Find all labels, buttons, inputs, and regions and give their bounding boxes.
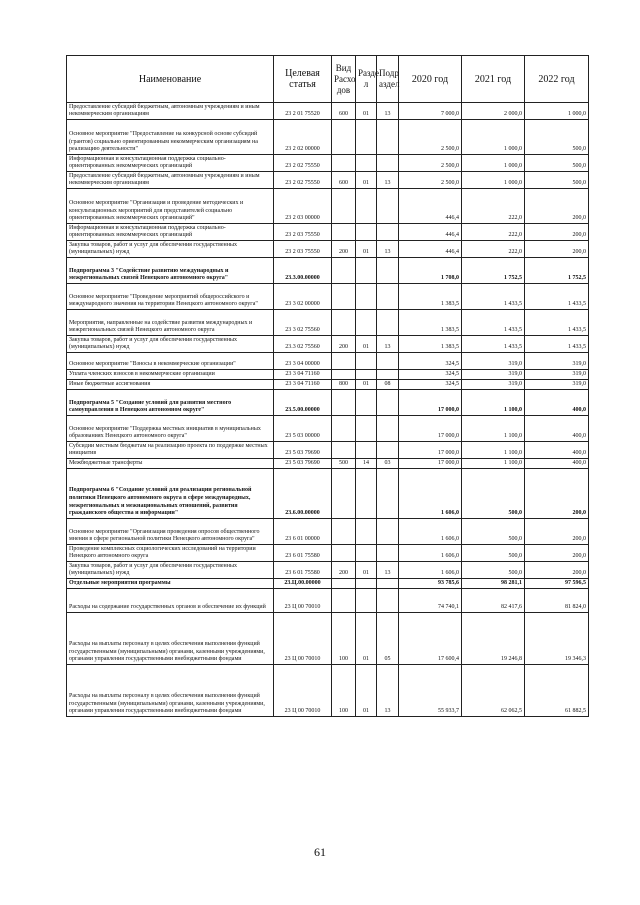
cell-2022: 1 000,0 [525, 103, 589, 120]
cell-razdel: 01 [356, 172, 377, 189]
cell-code: 23 6 01 75580 [274, 545, 332, 562]
cell-code: 23 Ц 00 70010 [274, 613, 332, 665]
cell-name: Уплата членских взносов в некоммерческие организации [67, 370, 274, 380]
cell-vid: 100 [332, 665, 356, 717]
cell-podrazdel [377, 469, 399, 519]
table-row [67, 120, 589, 155]
table-row [67, 258, 589, 284]
cell-2020: 2 500,0 [399, 120, 462, 155]
cell-podrazdel [377, 370, 399, 380]
table-row [67, 579, 589, 589]
cell-name: Подпрограмма 3 "Содействие развитию международных и межрегиональных связей Ненецкого автономного округа" [67, 258, 274, 284]
table-row [67, 336, 589, 353]
cell-code: 23 2 01 75520 [274, 103, 332, 120]
cell-podrazdel: 03 [377, 459, 399, 469]
cell-vid [332, 416, 356, 442]
cell-2021: 500,0 [462, 545, 525, 562]
cell-2021: 500,0 [462, 519, 525, 545]
table-row [67, 469, 589, 519]
cell-2020: 17 000,0 [399, 442, 462, 459]
cell-2021: 1 752,5 [462, 258, 525, 284]
cell-razdel [356, 120, 377, 155]
cell-podrazdel [377, 258, 399, 284]
cell-2022: 200,0 [525, 241, 589, 258]
cell-2021: 222,0 [462, 224, 525, 241]
cell-2022: 1 433,5 [525, 336, 589, 353]
cell-2022: 319,0 [525, 353, 589, 370]
cell-razdel: 01 [356, 562, 377, 579]
cell-name: Закупка товаров, работ и услуг для обеспечения государственных (муниципальных) нужд [67, 562, 274, 579]
cell-2020: 17 000,0 [399, 416, 462, 442]
cell-vid: 600 [332, 172, 356, 189]
cell-code: 23 5 03 79690 [274, 459, 332, 469]
cell-podrazdel [377, 155, 399, 172]
cell-code: 23 3 04 00000 [274, 353, 332, 370]
cell-2021: 222,0 [462, 189, 525, 224]
cell-name: Мероприятия, направленные на содействие развития международных и межрегиональных связей Ненецкого автономного округа [67, 310, 274, 336]
cell-2020: 7 000,0 [399, 103, 462, 120]
cell-name: Субсидии местным бюджетам на реализацию проекта по поддержке местных инициатив [67, 442, 274, 459]
table-row [67, 562, 589, 579]
cell-2022: 200,0 [525, 562, 589, 579]
cell-code: 23.3.00.00000 [274, 258, 332, 284]
cell-2022: 400,0 [525, 390, 589, 416]
cell-code: 23 Ц 00 70010 [274, 665, 332, 717]
cell-code: 23 3 02 75560 [274, 310, 332, 336]
cell-2020: 93 785,6 [399, 579, 462, 589]
cell-name: Отдельные мероприятия программы [67, 579, 274, 589]
cell-2021: 82 417,6 [462, 589, 525, 613]
cell-vid [332, 189, 356, 224]
cell-razdel [356, 353, 377, 370]
cell-2021: 319,0 [462, 380, 525, 390]
cell-code: 23.Ц.00.00000 [274, 579, 332, 589]
cell-razdel: 01 [356, 613, 377, 665]
table-row [67, 442, 589, 459]
cell-razdel [356, 189, 377, 224]
cell-razdel: 14 [356, 459, 377, 469]
cell-podrazdel [377, 353, 399, 370]
cell-vid [332, 120, 356, 155]
cell-name: Основное мероприятие "Поддержка местных инициатив в муниципальных образованиях Ненецкого автономного округа" [67, 416, 274, 442]
header-code: Целевая статья [274, 56, 332, 103]
cell-vid [332, 390, 356, 416]
cell-name: Основное мероприятие "Организация и проведение методических и консультационных мероприятий для представителей социально ориентированных некоммерческих организаций" [67, 189, 274, 224]
cell-razdel [356, 589, 377, 613]
table-row [67, 172, 589, 189]
cell-razdel [356, 469, 377, 519]
cell-2021: 319,0 [462, 370, 525, 380]
cell-name: Расходы на содержание государственных органов и обеспечение их функций [67, 589, 274, 613]
cell-name: Информационная и консультационная поддержка социально-ориентированных некоммерческих организаций [67, 224, 274, 241]
cell-name: Проведение комплексных социологических исследований на территории Ненецкого автономного округа [67, 545, 274, 562]
cell-2020: 446,4 [399, 241, 462, 258]
table-row [67, 241, 589, 258]
cell-razdel [356, 155, 377, 172]
table-row [67, 459, 589, 469]
cell-2022: 200,0 [525, 189, 589, 224]
cell-razdel [356, 284, 377, 310]
header-name: Наименование [67, 56, 274, 103]
cell-podrazdel: 13 [377, 103, 399, 120]
cell-name: Основное мероприятие "Взносы в некоммерческие организации" [67, 353, 274, 370]
cell-vid [332, 224, 356, 241]
cell-2022: 1 433,5 [525, 310, 589, 336]
cell-2020: 74 740,1 [399, 589, 462, 613]
cell-razdel: 01 [356, 380, 377, 390]
table-row [67, 519, 589, 545]
cell-vid [332, 370, 356, 380]
cell-name: Предоставление субсидий бюджетным, автономным учреждениям и иным некоммерческим организациям [67, 103, 274, 120]
cell-podrazdel [377, 224, 399, 241]
cell-2020: 446,4 [399, 224, 462, 241]
cell-code: 23 2 03 75550 [274, 241, 332, 258]
cell-razdel [356, 545, 377, 562]
cell-razdel [356, 579, 377, 589]
cell-podrazdel: 13 [377, 562, 399, 579]
cell-2022: 319,0 [525, 380, 589, 390]
table-body [67, 103, 589, 717]
cell-2020: 1 606,0 [399, 562, 462, 579]
cell-podrazdel [377, 416, 399, 442]
table-row [67, 390, 589, 416]
cell-vid [332, 545, 356, 562]
cell-2020: 1 383,5 [399, 310, 462, 336]
cell-vid: 200 [332, 562, 356, 579]
cell-podrazdel: 13 [377, 241, 399, 258]
cell-2020: 324,5 [399, 380, 462, 390]
cell-2020: 1 708,0 [399, 258, 462, 284]
cell-2022: 500,0 [525, 172, 589, 189]
cell-code: 23 3 02 00000 [274, 284, 332, 310]
cell-2021: 1 000,0 [462, 155, 525, 172]
cell-name: Предоставление субсидий бюджетным, автономным учреждениям и иным некоммерческим организациям [67, 172, 274, 189]
cell-2021: 2 000,0 [462, 103, 525, 120]
cell-code: 23 5 03 79690 [274, 442, 332, 459]
cell-code: 23 2 02 00000 [274, 120, 332, 155]
cell-podrazdel: 05 [377, 613, 399, 665]
cell-2022: 500,0 [525, 120, 589, 155]
cell-razdel [356, 224, 377, 241]
cell-2022: 200,0 [525, 224, 589, 241]
cell-vid: 800 [332, 380, 356, 390]
cell-code: 23 2 03 75550 [274, 224, 332, 241]
cell-razdel [356, 416, 377, 442]
cell-code: 23 2 03 00000 [274, 189, 332, 224]
table-row [67, 103, 589, 120]
cell-2021: 1 433,5 [462, 310, 525, 336]
cell-podrazdel [377, 310, 399, 336]
cell-code: 23 3 04 71160 [274, 380, 332, 390]
cell-vid [332, 258, 356, 284]
cell-2020: 17 000,0 [399, 459, 462, 469]
cell-name: Основное мероприятие "Организация проведения опросов общественного мнения в сфере региональной политики Ненецкого автономного округа" [67, 519, 274, 545]
cell-razdel [356, 519, 377, 545]
cell-2021: 1 000,0 [462, 120, 525, 155]
cell-vid: 200 [332, 336, 356, 353]
cell-podrazdel: 13 [377, 172, 399, 189]
cell-vid [332, 310, 356, 336]
cell-2022: 400,0 [525, 459, 589, 469]
table-row [67, 416, 589, 442]
cell-vid: 200 [332, 241, 356, 258]
cell-vid [332, 353, 356, 370]
cell-code: 23 2 02 75550 [274, 172, 332, 189]
cell-2021: 19 246,8 [462, 613, 525, 665]
cell-2021: 1 100,0 [462, 442, 525, 459]
table-row [67, 224, 589, 241]
cell-vid [332, 469, 356, 519]
table-row [67, 353, 589, 370]
cell-2020: 1 606,0 [399, 469, 462, 519]
cell-podrazdel: 13 [377, 336, 399, 353]
cell-code: 23.5.00.00000 [274, 390, 332, 416]
cell-name: Подпрограмма 5 "Создание условий для развития местного самоуправления в Ненецком автономном округе" [67, 390, 274, 416]
table-row [67, 370, 589, 380]
budget-table [66, 55, 589, 717]
cell-2021: 62 062,5 [462, 665, 525, 717]
table-row [67, 284, 589, 310]
cell-podrazdel [377, 189, 399, 224]
cell-2021: 1 100,0 [462, 390, 525, 416]
cell-razdel [356, 442, 377, 459]
cell-code: 23 3 04 71160 [274, 370, 332, 380]
cell-2022: 200,0 [525, 519, 589, 545]
cell-2022: 200,0 [525, 469, 589, 519]
cell-2022: 1 433,5 [525, 284, 589, 310]
cell-razdel [356, 390, 377, 416]
cell-vid [332, 442, 356, 459]
table-row [67, 380, 589, 390]
cell-2021: 500,0 [462, 469, 525, 519]
table-row [67, 545, 589, 562]
table-row [67, 589, 589, 613]
cell-name: Основное мероприятие "Проведение мероприятий общероссийского и международного значения на территории Ненецкого автономного округа" [67, 284, 274, 310]
cell-name: Межбюджетные трансферты [67, 459, 274, 469]
cell-code: 23.3 02 75560 [274, 336, 332, 353]
cell-podrazdel: 08 [377, 380, 399, 390]
cell-2020: 446,4 [399, 189, 462, 224]
cell-2022: 1 752,5 [525, 258, 589, 284]
cell-podrazdel [377, 545, 399, 562]
cell-podrazdel [377, 390, 399, 416]
cell-name: Подпрограмма 6 "Создание условий для реализации региональной политики Ненецкого автономного округа в сфере международных, межрегиональных и межнациональных отношений, развития гражданского общества и информации" [67, 469, 274, 519]
cell-2020: 17 600,4 [399, 613, 462, 665]
cell-code: 23.6.00.00000 [274, 469, 332, 519]
cell-name: Иные бюджетные ассигнования [67, 380, 274, 390]
cell-2020: 324,5 [399, 353, 462, 370]
cell-2020: 2 500,0 [399, 155, 462, 172]
cell-2021: 1 000,0 [462, 172, 525, 189]
cell-name: Закупка товаров, работ и услуг для обеспечения государственных (муниципальных) нужд [67, 241, 274, 258]
cell-2020: 1 383,5 [399, 284, 462, 310]
cell-razdel [356, 310, 377, 336]
header-podrazdel: Подр аздел [377, 56, 399, 103]
cell-code: 23 5 03 00000 [274, 416, 332, 442]
cell-vid: 100 [332, 613, 356, 665]
cell-name: Расходы на выплаты персоналу в целях обеспечения выполнения функций государственными (муниципальными) органами, казенными учреждениями, органами управления государственными внебюджетными фондами [67, 613, 274, 665]
cell-podrazdel [377, 579, 399, 589]
cell-razdel: 01 [356, 103, 377, 120]
cell-2020: 55 933,7 [399, 665, 462, 717]
cell-code: 23 6 01 75580 [274, 562, 332, 579]
cell-2021: 222,0 [462, 241, 525, 258]
cell-razdel [356, 370, 377, 380]
header-razdel: Разде л [356, 56, 377, 103]
cell-2021: 1 100,0 [462, 459, 525, 469]
cell-name: Основное мероприятие "Предоставление на конкурсной основе субсидий (грантов) социально ориентированным некоммерческим организациям на реализацию деятельности" [67, 120, 274, 155]
table-row [67, 155, 589, 172]
page-number: 61 [314, 845, 326, 859]
cell-code: 23 Ц 00 70010 [274, 589, 332, 613]
cell-2022: 19 346,3 [525, 613, 589, 665]
cell-razdel: 01 [356, 336, 377, 353]
cell-code: 23 6 01 00000 [274, 519, 332, 545]
cell-vid: 500 [332, 459, 356, 469]
header-vid: Вид Расхо дов [332, 56, 356, 103]
cell-2021: 98 281,1 [462, 579, 525, 589]
cell-2022: 319,0 [525, 370, 589, 380]
cell-vid [332, 519, 356, 545]
cell-podrazdel [377, 284, 399, 310]
cell-2021: 319,0 [462, 353, 525, 370]
cell-name: Расходы на выплаты персоналу в целях обеспечения выполнения функций государственными (муниципальными) органами, казенными учреждениями, органами управления государственными внебюджетными фондами [67, 665, 274, 717]
cell-2020: 1 606,0 [399, 545, 462, 562]
cell-2020: 2 500,0 [399, 172, 462, 189]
header-year-2022: 2022 год [525, 56, 589, 103]
cell-2022: 97 596,5 [525, 579, 589, 589]
cell-2021: 500,0 [462, 562, 525, 579]
cell-podrazdel [377, 589, 399, 613]
cell-vid [332, 589, 356, 613]
cell-2021: 1 433,5 [462, 284, 525, 310]
table-row [67, 613, 589, 665]
header-year-2020: 2020 год [399, 56, 462, 103]
cell-vid [332, 155, 356, 172]
cell-podrazdel [377, 519, 399, 545]
cell-vid [332, 579, 356, 589]
cell-2020: 17 000,0 [399, 390, 462, 416]
cell-podrazdel: 13 [377, 665, 399, 717]
table-row [67, 310, 589, 336]
cell-name: Информационная и консультационная поддержка социально-ориентированных некоммерческих организаций [67, 155, 274, 172]
cell-2022: 200,0 [525, 545, 589, 562]
cell-2021: 1 433,5 [462, 336, 525, 353]
cell-2020: 1 383,5 [399, 336, 462, 353]
cell-2022: 61 882,5 [525, 665, 589, 717]
cell-podrazdel [377, 120, 399, 155]
cell-2020: 1 606,0 [399, 519, 462, 545]
table-row [67, 665, 589, 717]
cell-2020: 324,5 [399, 370, 462, 380]
cell-2022: 81 824,0 [525, 589, 589, 613]
cell-vid: 600 [332, 103, 356, 120]
cell-2022: 400,0 [525, 442, 589, 459]
cell-2021: 1 100,0 [462, 416, 525, 442]
cell-razdel: 01 [356, 241, 377, 258]
table-header-row [67, 56, 589, 103]
cell-2022: 500,0 [525, 155, 589, 172]
cell-2022: 400,0 [525, 416, 589, 442]
cell-vid [332, 284, 356, 310]
cell-razdel: 01 [356, 665, 377, 717]
cell-podrazdel [377, 442, 399, 459]
header-year-2021: 2021 год [462, 56, 525, 103]
cell-name: Закупка товаров, работ и услуг для обеспечения государственных (муниципальных) нужд [67, 336, 274, 353]
cell-code: 23 2 02 75550 [274, 155, 332, 172]
cell-razdel [356, 258, 377, 284]
table-row [67, 189, 589, 224]
